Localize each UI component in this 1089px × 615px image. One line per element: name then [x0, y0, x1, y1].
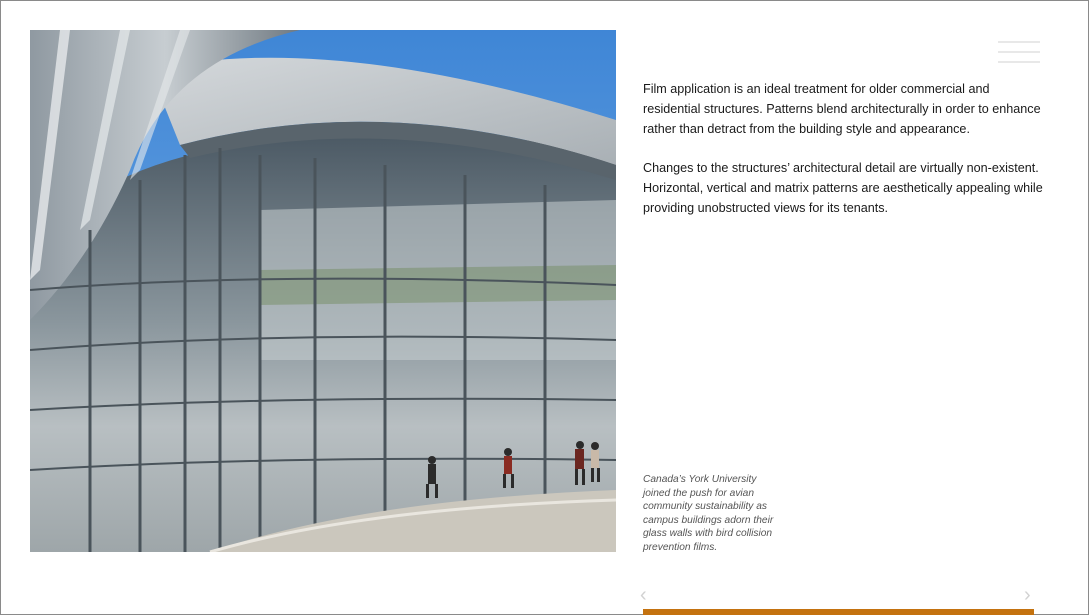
chevron-right-icon[interactable]: › — [1024, 584, 1031, 606]
hamburger-menu-icon[interactable] — [998, 41, 1040, 65]
menu-line — [998, 41, 1040, 43]
menu-line — [998, 61, 1040, 63]
paragraph-2: Changes to the structures’ architectural detail are virtually non-existent. Horizontal, vertical and matrix patterns are aesthetically appealing while providing unobstructed views for its tenants. — [643, 161, 1043, 215]
body-copy — [643, 79, 1043, 237]
paragraph-1: Film application is an ideal treatment for older commercial and residential structures. Patterns blend architecturally in order to enhance rather than detract from the building style and appearance. — [643, 82, 1041, 136]
chevron-left-icon[interactable]: ‹ — [640, 584, 647, 606]
menu-line — [998, 51, 1040, 53]
building-photo — [30, 30, 616, 552]
photo-caption: Canada’s York University joined the push for avian community sustainability as campus buildings adorn their glass walls with bird collision prevention films. — [643, 474, 774, 553]
slide-progress-fill — [643, 609, 1034, 615]
slide-progress-bar — [643, 609, 1034, 615]
